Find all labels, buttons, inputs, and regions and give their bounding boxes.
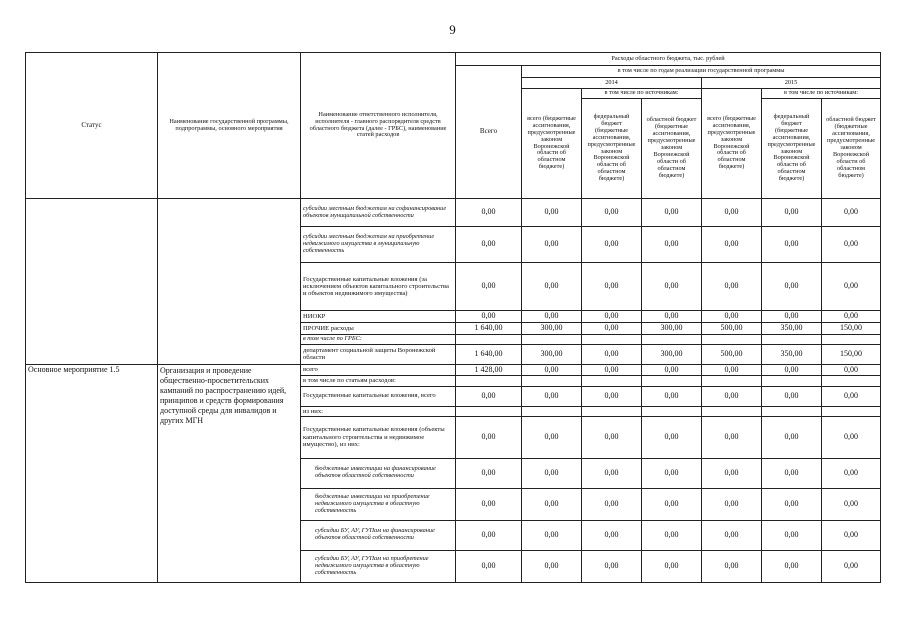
row-label: бюджетные инвестиции на финансирование объектов областной собственности [301,458,456,488]
cell-value: 0,00 [702,416,762,458]
cell-value: 0,00 [822,227,881,263]
cell-value [642,376,702,386]
cell-value: 0,00 [642,364,702,376]
cell-value: 0,00 [582,344,642,364]
header-all-2015: всего (бюджетные ассигнования, предусмотренные законом Воронежской области об областном бюджете) [702,89,762,199]
cell-value: 0,00 [642,458,702,488]
cell-value: 0,00 [582,386,642,406]
cell-value: 0,00 [456,458,522,488]
row-label: департамент социальной защиты Воронежской области [301,344,456,364]
cell-value: 0,00 [702,364,762,376]
cell-value: 0,00 [456,416,522,458]
row-label: из них: [301,406,456,416]
cell-value: 1 640,00 [456,322,522,334]
cell-value: 0,00 [702,227,762,263]
cell-value: 0,00 [762,199,822,227]
cell-value: 0,00 [456,311,522,323]
cell-value: 0,00 [642,550,702,582]
cell-value: 0,00 [522,263,582,311]
cell-value [582,406,642,416]
cell-value: 0,00 [762,263,822,311]
header-sources-2014: в том числе по источникам: [582,89,702,99]
cell-value: 0,00 [642,488,702,520]
cell-value [522,406,582,416]
cell-value: 0,00 [762,311,822,323]
cell-value: 0,00 [582,550,642,582]
cell-value: 350,00 [762,344,822,364]
cell-value: 0,00 [582,263,642,311]
cell-value: 0,00 [456,520,522,550]
cell-value: 0,00 [702,520,762,550]
cell-value: 0,00 [522,227,582,263]
cell-value: 0,00 [582,199,642,227]
cell-value: 0,00 [522,550,582,582]
cell-value: 0,00 [702,488,762,520]
row-label: субсидии местным бюджетам на софинансирование объектов муниципальной собственности [301,199,456,227]
cell-value: 0,00 [582,488,642,520]
cell-value: 0,00 [762,364,822,376]
cell-value: 0,00 [456,227,522,263]
cell-value: 0,00 [582,416,642,458]
cell-value: 0,00 [522,364,582,376]
cell-value: 0,00 [582,458,642,488]
cell-value: 0,00 [582,311,642,323]
cell-value: 0,00 [702,311,762,323]
table-row [26,199,881,227]
cell-value: 0,00 [762,386,822,406]
cell-value: 0,00 [522,488,582,520]
header-regional-2014: областной бюджет (бюджетные ассигнования, предусмотренные законом Воронежской области об областном бюджете) [642,99,702,199]
cell-value [762,334,822,344]
cell-value: 150,00 [822,344,881,364]
row-label: в том числе по ГРБС: [301,334,456,344]
cell-value: 0,00 [642,311,702,323]
header-program: Наименование государственной программы, подпрограммы, основного мероприятия [158,53,301,199]
cell-value: 0,00 [522,416,582,458]
cell-value: 0,00 [582,322,642,334]
cell-value [762,376,822,386]
cell-value: 0,00 [762,416,822,458]
cell-value: 0,00 [822,263,881,311]
cell-value: 300,00 [642,344,702,364]
cell-value: 0,00 [522,199,582,227]
cell-value: 300,00 [522,322,582,334]
cell-value: 0,00 [762,227,822,263]
row-label: субсидии БУ, АУ, ГУПам на приобретение недвижимого имущества в областную собственность [301,550,456,582]
header-regional-2015: областной бюджет (бюджетные ассигнования, предусмотренные законом Воронежской области об областном бюджете) [822,99,881,199]
cell-value: 0,00 [456,263,522,311]
cell-value: 0,00 [522,520,582,550]
cell-value: 0,00 [822,364,881,376]
row-label: Государственные капитальные вложения, всего [301,386,456,406]
row-label: Государственные капитальные вложения (за исключением объектов капитального строительства и объектов недвижимого имущества) [301,263,456,311]
header-executor: Наименование ответственного исполнителя, исполнителя - главного распорядителя средств областного бюджета (далее - ГРБС), наименование статей расходов [301,53,456,199]
cell-value: 0,00 [642,416,702,458]
cell-value [822,334,881,344]
cell-value: 0,00 [702,458,762,488]
cell-value: 0,00 [702,263,762,311]
cell-value: 500,00 [702,344,762,364]
page-number: 9 [449,22,456,37]
cell-value [522,376,582,386]
table-row [26,364,881,376]
row-label: всего [301,364,456,376]
cell-value: 0,00 [582,364,642,376]
cell-value [642,334,702,344]
header-sources-2015: в том числе по источникам: [762,89,881,99]
cell-value: 0,00 [762,458,822,488]
measure-status: Основное мероприятие 1.5 [26,364,158,582]
header-total: Всего [456,66,522,199]
cell-value [642,406,702,416]
row-label: ПРОЧИЕ расходы [301,322,456,334]
cell-value: 0,00 [642,386,702,406]
cell-value [822,406,881,416]
cell-value [702,406,762,416]
row-label: Государственные капитальные вложения (объекты капитального строительства и недвижимое имущество), из них: [301,416,456,458]
header-all-2014: всего (бюджетные ассигнования, предусмотренные законом Воронежской области об областном бюджете) [522,89,582,199]
cell-value: 0,00 [822,199,881,227]
row-label: НИОКР [301,311,456,323]
cell-value [522,334,582,344]
header-federal-2015: федеральный бюджет (бюджетные ассигнования, предусмотренные законом Воронежской области об областном бюджете) [762,99,822,199]
program-empty-cell [158,199,301,365]
budget-table [25,52,881,583]
cell-value: 0,00 [456,550,522,582]
cell-value: 1 428,00 [456,364,522,376]
cell-value: 0,00 [702,550,762,582]
header-expenses: Расходы областного бюджета, тыс. рублей [456,53,881,66]
cell-value: 0,00 [456,199,522,227]
cell-value: 300,00 [522,344,582,364]
cell-value: 0,00 [762,550,822,582]
cell-value: 0,00 [702,199,762,227]
cell-value: 0,00 [822,520,881,550]
cell-value: 0,00 [822,416,881,458]
cell-value [822,376,881,386]
cell-value: 0,00 [642,520,702,550]
cell-value [582,334,642,344]
cell-value: 0,00 [762,520,822,550]
cell-value: 300,00 [642,322,702,334]
cell-value [456,376,522,386]
header-by-years: в том числе по годам реализации государственной программы [522,66,881,78]
header-year-2015: 2015 [702,78,881,89]
cell-value: 0,00 [456,386,522,406]
cell-value: 150,00 [822,322,881,334]
status-empty-cell [26,199,158,365]
row-label: бюджетные инвестиции на приобретение недвижимого имущества в областную собственность [301,488,456,520]
cell-value: 0,00 [522,458,582,488]
row-label: в том числе по статьям расходов: [301,376,456,386]
cell-value: 0,00 [822,386,881,406]
header-federal-2014: федеральный бюджет (бюджетные ассигнования, предусмотренные законом Воронежской области об областном бюджете) [582,99,642,199]
cell-value: 0,00 [582,520,642,550]
cell-value [762,406,822,416]
cell-value [456,334,522,344]
cell-value: 0,00 [702,386,762,406]
cell-value [702,334,762,344]
cell-value: 0,00 [822,311,881,323]
cell-value: 0,00 [582,227,642,263]
header-status: Статус [26,53,158,199]
header-year-2014: 2014 [522,78,702,89]
cell-value: 500,00 [702,322,762,334]
cell-value: 0,00 [822,488,881,520]
cell-value: 0,00 [822,458,881,488]
cell-value: 0,00 [642,263,702,311]
row-label: субсидии БУ, АУ, ГУПам на финансирование объектов областной собственности [301,520,456,550]
cell-value: 0,00 [522,311,582,323]
cell-value: 0,00 [456,488,522,520]
cell-value [582,376,642,386]
cell-value: 350,00 [762,322,822,334]
cell-value: 0,00 [522,386,582,406]
cell-value [702,376,762,386]
cell-value: 0,00 [642,227,702,263]
cell-value: 1 640,00 [456,344,522,364]
cell-value: 0,00 [762,488,822,520]
cell-value: 0,00 [642,199,702,227]
row-label: субсидии местным бюджетам на приобретение недвижимого имущества в муниципальную собственность [301,227,456,263]
measure-name: Организация и проведение общественно-просветительских кампаний по распространению идей, принципов и средств формирования доступной среды для инвалидов и других МГН [158,364,301,582]
cell-value [456,406,522,416]
cell-value: 0,00 [822,550,881,582]
